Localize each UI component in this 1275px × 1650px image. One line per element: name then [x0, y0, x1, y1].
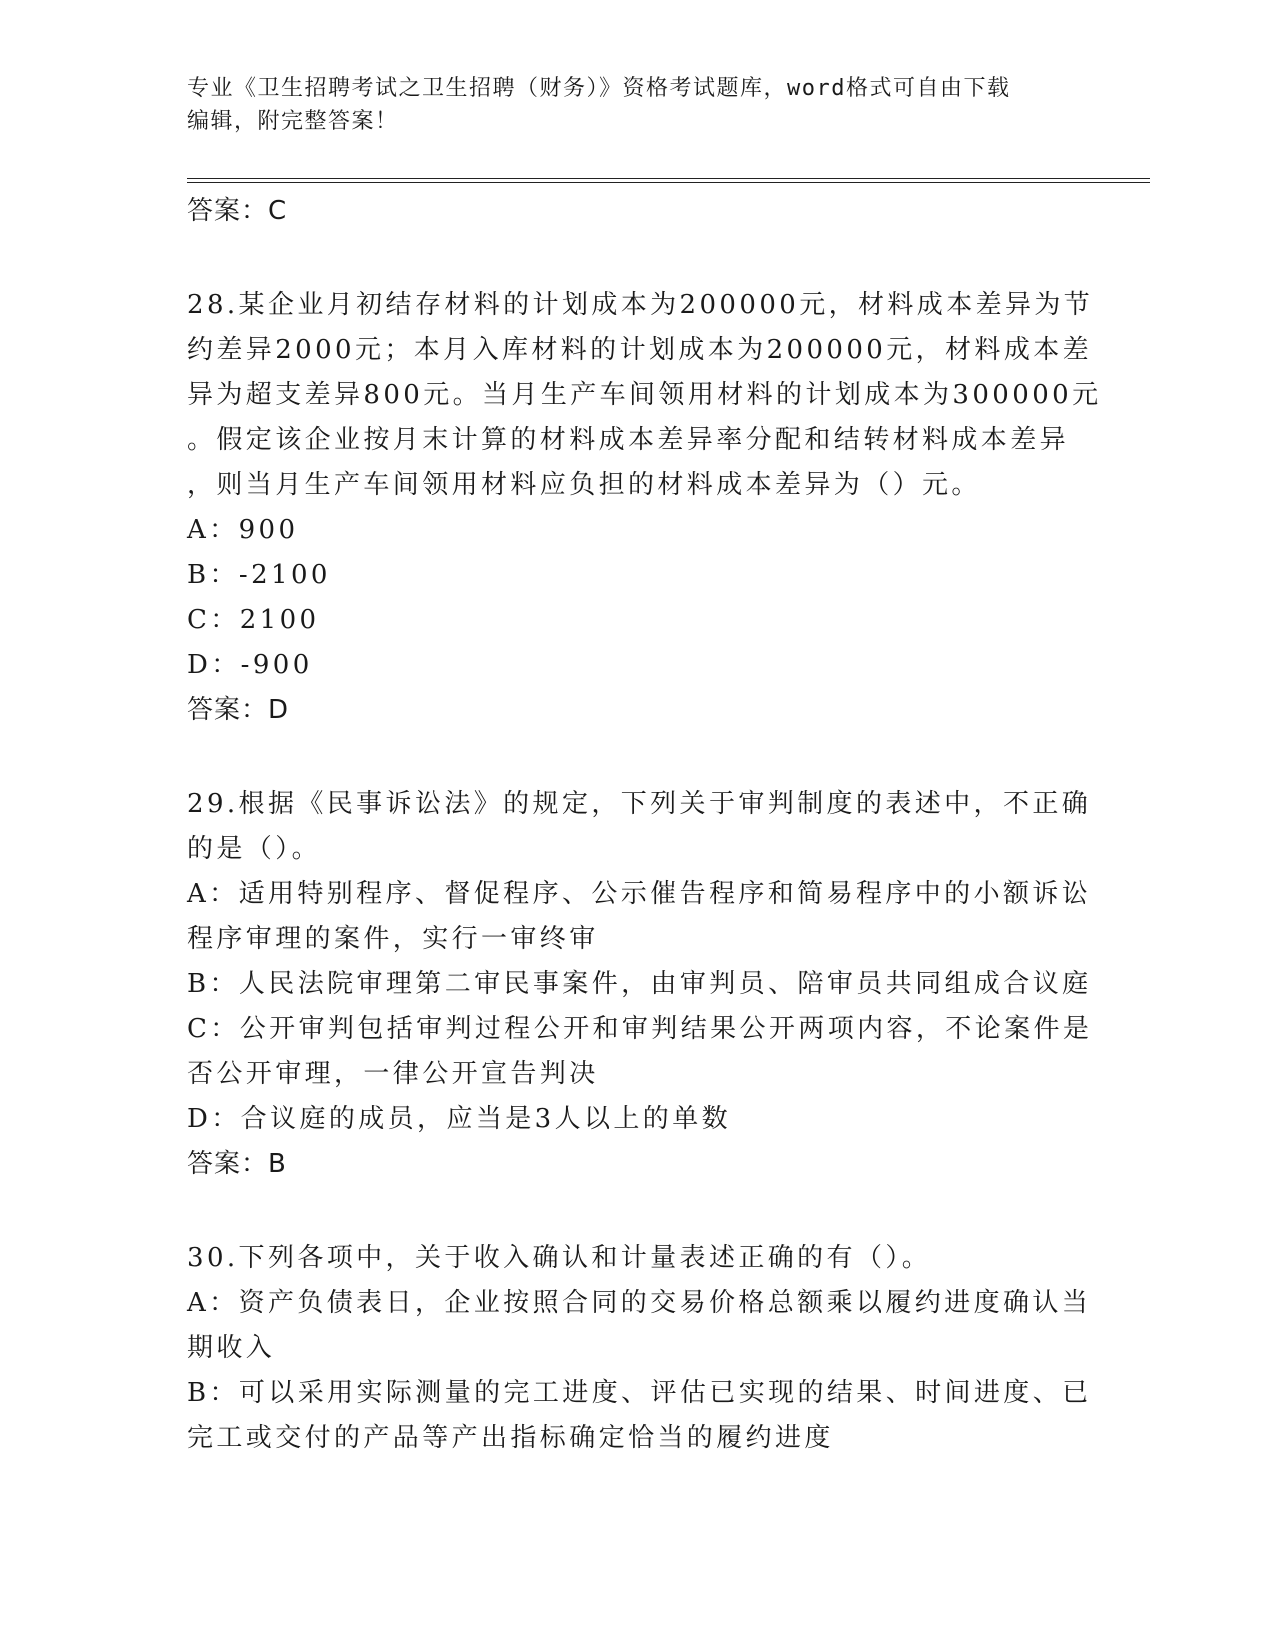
question-line: 否公开审理，一律公开宣告判决 [187, 1059, 599, 1089]
question-line: 异为超支差异800元。当月生产车间领用材料的计划成本为300000元 [187, 380, 1102, 410]
header-divider-bottom [187, 182, 1150, 183]
header-line-2: 编辑，附完整答案！ [187, 109, 399, 134]
question-line: A：资产负债表日，企业按照合同的交易价格总额乘以履约进度确认当 [187, 1288, 1092, 1318]
answer-line: 答案：D [187, 695, 290, 725]
answer-line: 答案：B [187, 1149, 287, 1179]
question-line: 期收入 [187, 1333, 276, 1363]
question-line: 完工或交付的产品等产出指标确定恰当的履约进度 [187, 1423, 834, 1453]
document-header [187, 72, 1087, 138]
question-line: A：900 [187, 515, 299, 545]
question-line: 30.下列各项中，关于收入确认和计量表述正确的有（）。 [187, 1243, 932, 1273]
question-line: 约差异2000元；本月入库材料的计划成本为200000元，材料成本差 [187, 335, 1093, 365]
header-divider-top [187, 178, 1150, 179]
question-line: A：适用特别程序、督促程序、公示催告程序和简易程序中的小额诉讼 [187, 879, 1092, 909]
question-line: 。假定该企业按月末计算的材料成本差异率分配和结转材料成本差异 [187, 425, 1070, 455]
question-line: 的是（）。 [187, 834, 322, 864]
question-line: B：-2100 [187, 560, 331, 590]
question-line: B：可以采用实际测量的完工进度、评估已实现的结果、时间进度、已 [187, 1378, 1092, 1408]
question-line: ，则当月生产车间领用材料应负担的材料成本差异为（）元。 [187, 470, 981, 500]
question-line: 29.根据《民事诉讼法》的规定，下列关于审判制度的表述中，不正确 [187, 789, 1092, 819]
question-line: 28.某企业月初结存材料的计划成本为200000元，材料成本差异为节 [187, 290, 1094, 320]
question-line: C：公开审判包括审判过程公开和审判结果公开两项内容，不论案件是 [187, 1014, 1093, 1044]
question-line: D：-900 [187, 650, 313, 680]
answer-line: 答案：C [187, 196, 288, 226]
question-line: 程序审理的案件，实行一审终审 [187, 924, 599, 954]
question-line: B：人民法院审理第二审民事案件，由审判员、陪审员共同组成合议庭 [187, 969, 1092, 999]
header-line-1: 专业《卫生招聘考试之卫生招聘（财务）》资格考试题库，word格式可自由下载 [187, 76, 1011, 101]
question-line: D：合议庭的成员，应当是3人以上的单数 [187, 1104, 731, 1134]
question-line: C：2100 [187, 605, 320, 635]
